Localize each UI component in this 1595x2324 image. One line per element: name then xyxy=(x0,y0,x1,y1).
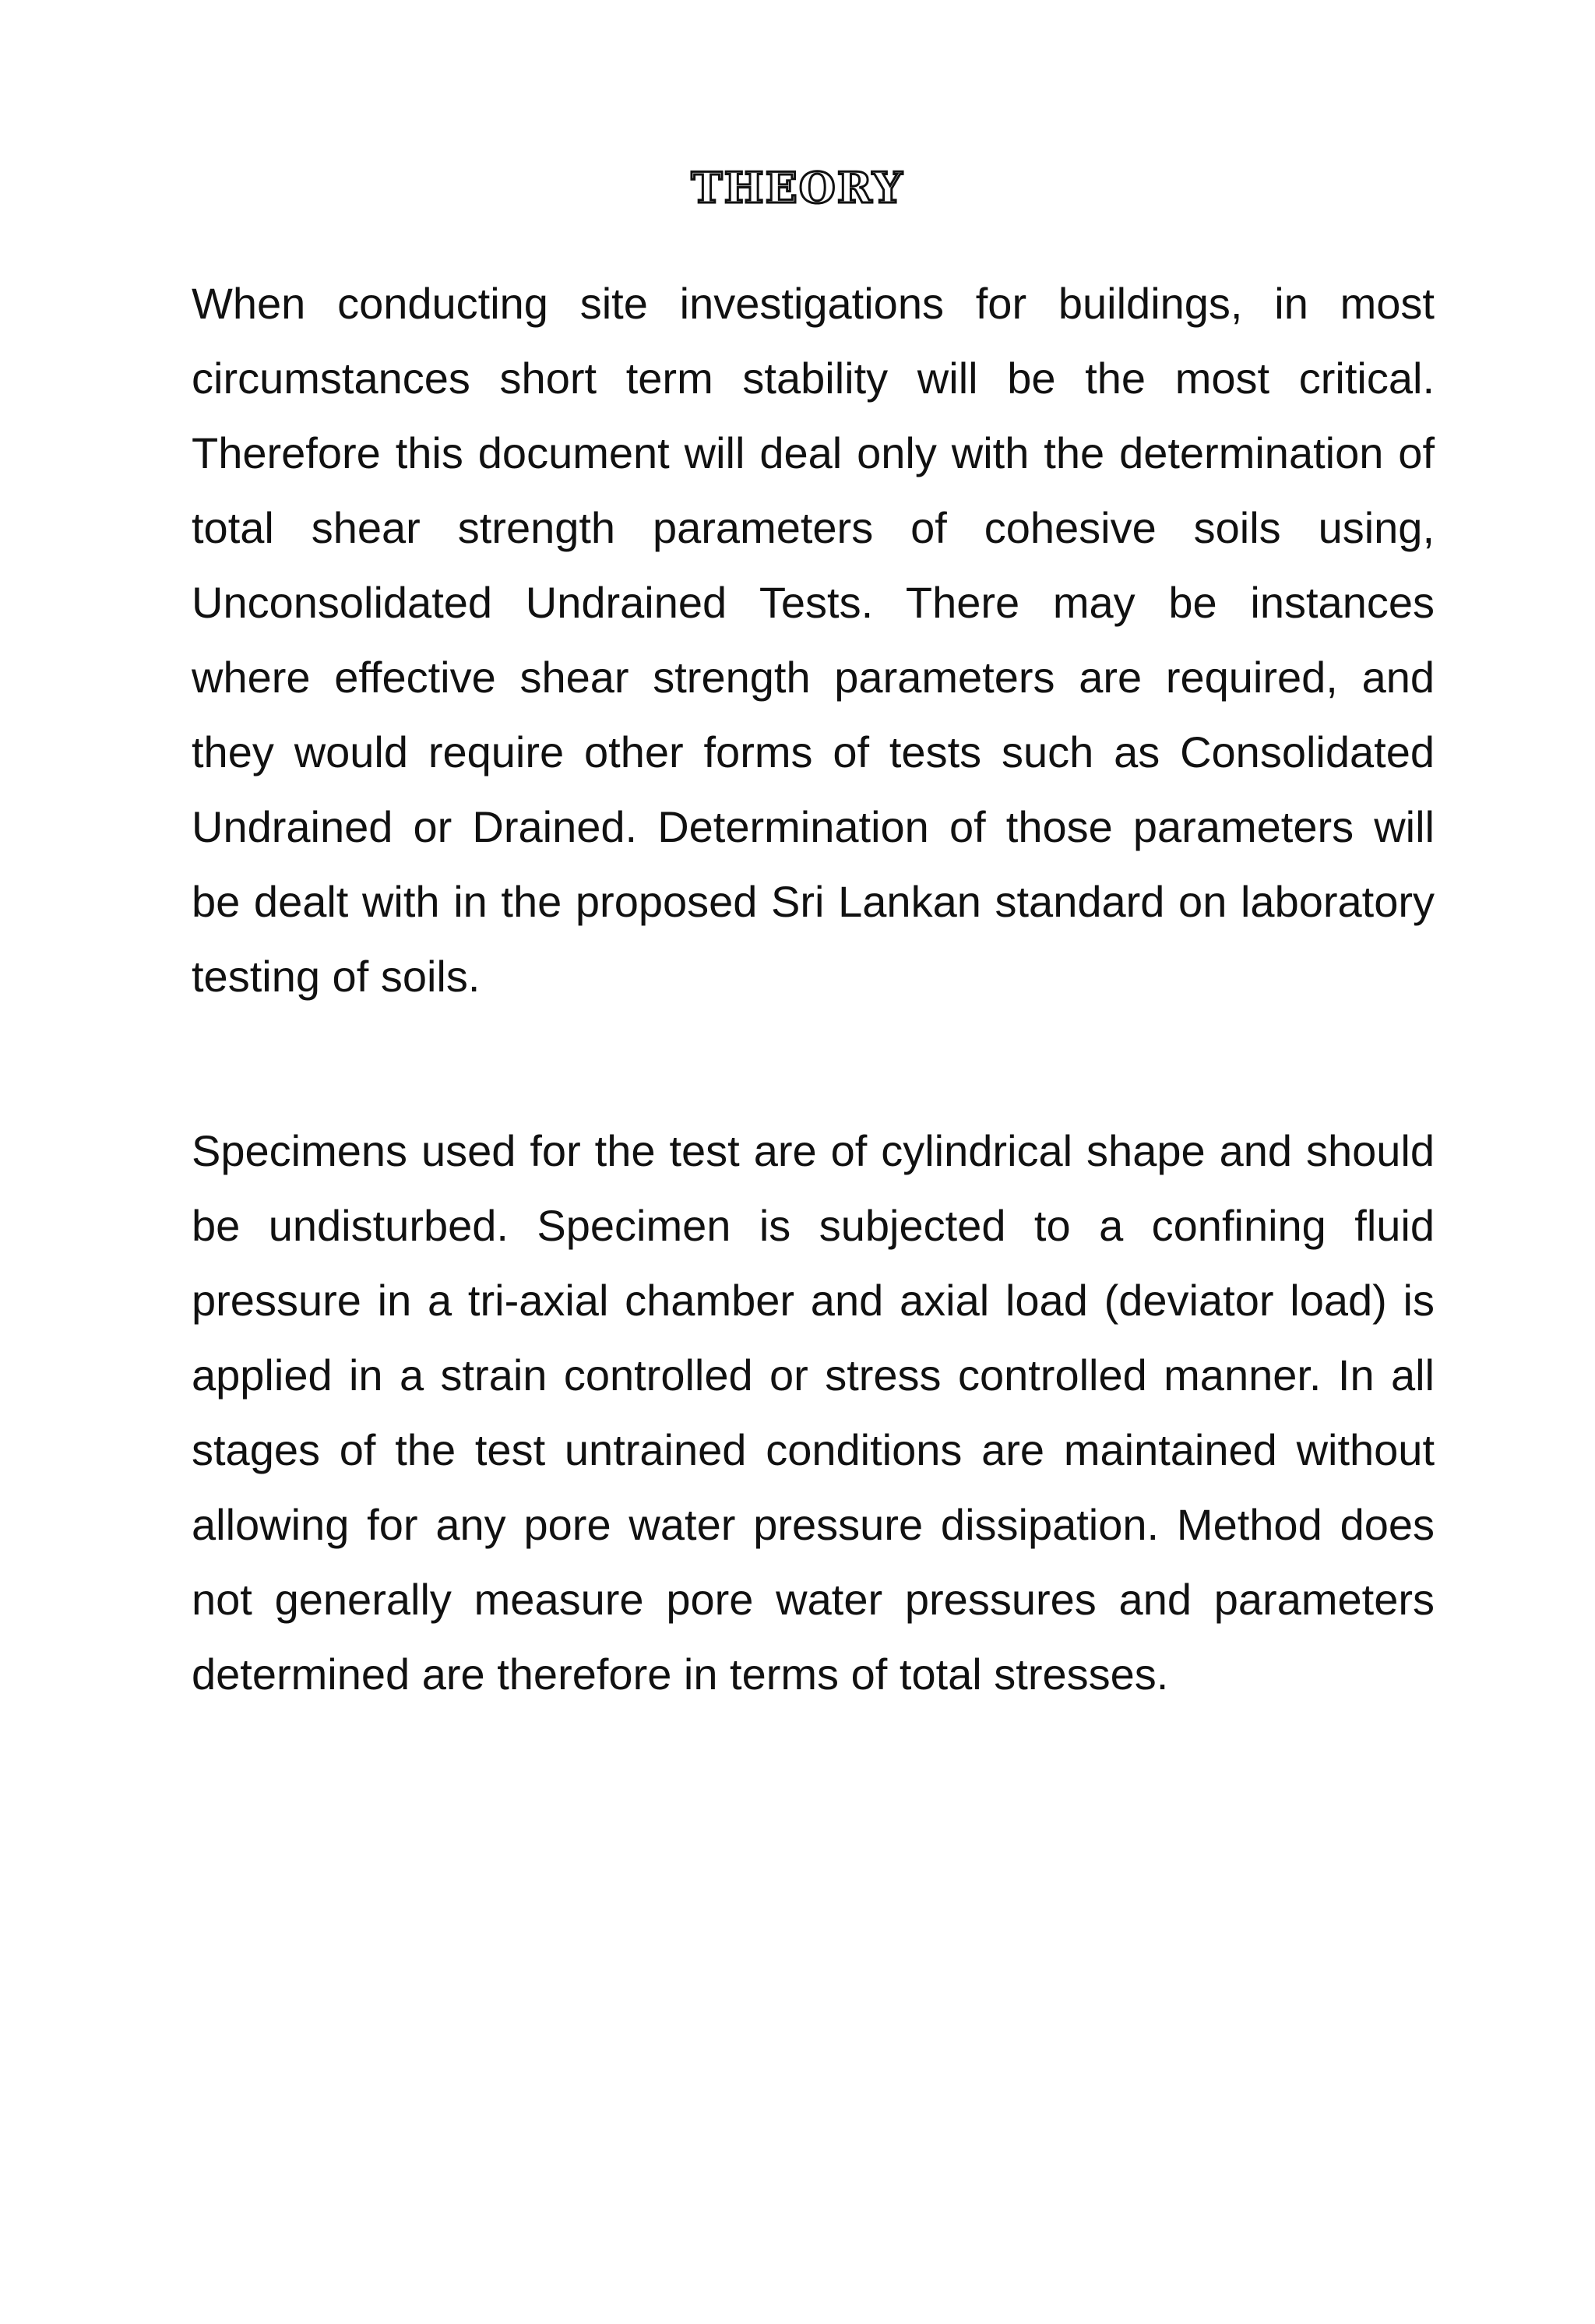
section-title: THEORY xyxy=(691,163,904,213)
paragraph-2: Specimens used for the test are of cylindrical shape and should be undisturbed. Specimen is subjected to a confining fluid pressure in a tri-axial chamber and axial load (deviator load) is applied in a strain controlled or stress controlled manner. In all stages of the test untrained conditions are maintained without allowing for any pore water pressure dissipation. Method does not generally measure pore water pressures and parameters determined are therefore in terms of total stresses. xyxy=(192,1126,1435,1699)
paragraph-1: When conducting site investigations for buildings, in most circumstances short term stability will be the most critical. Therefore this document will deal only with the determination of total shear strength parameters of cohesive soils using, Unconsolidated Undrained Tests. There may be instances where effective shear strength parameters are required, and they would require other forms of tests such as Consolidated Undrained or Drained. Determination of those parameters will be dealt with in the proposed Sri Lankan standard on laboratory testing of soils. xyxy=(192,279,1435,1001)
